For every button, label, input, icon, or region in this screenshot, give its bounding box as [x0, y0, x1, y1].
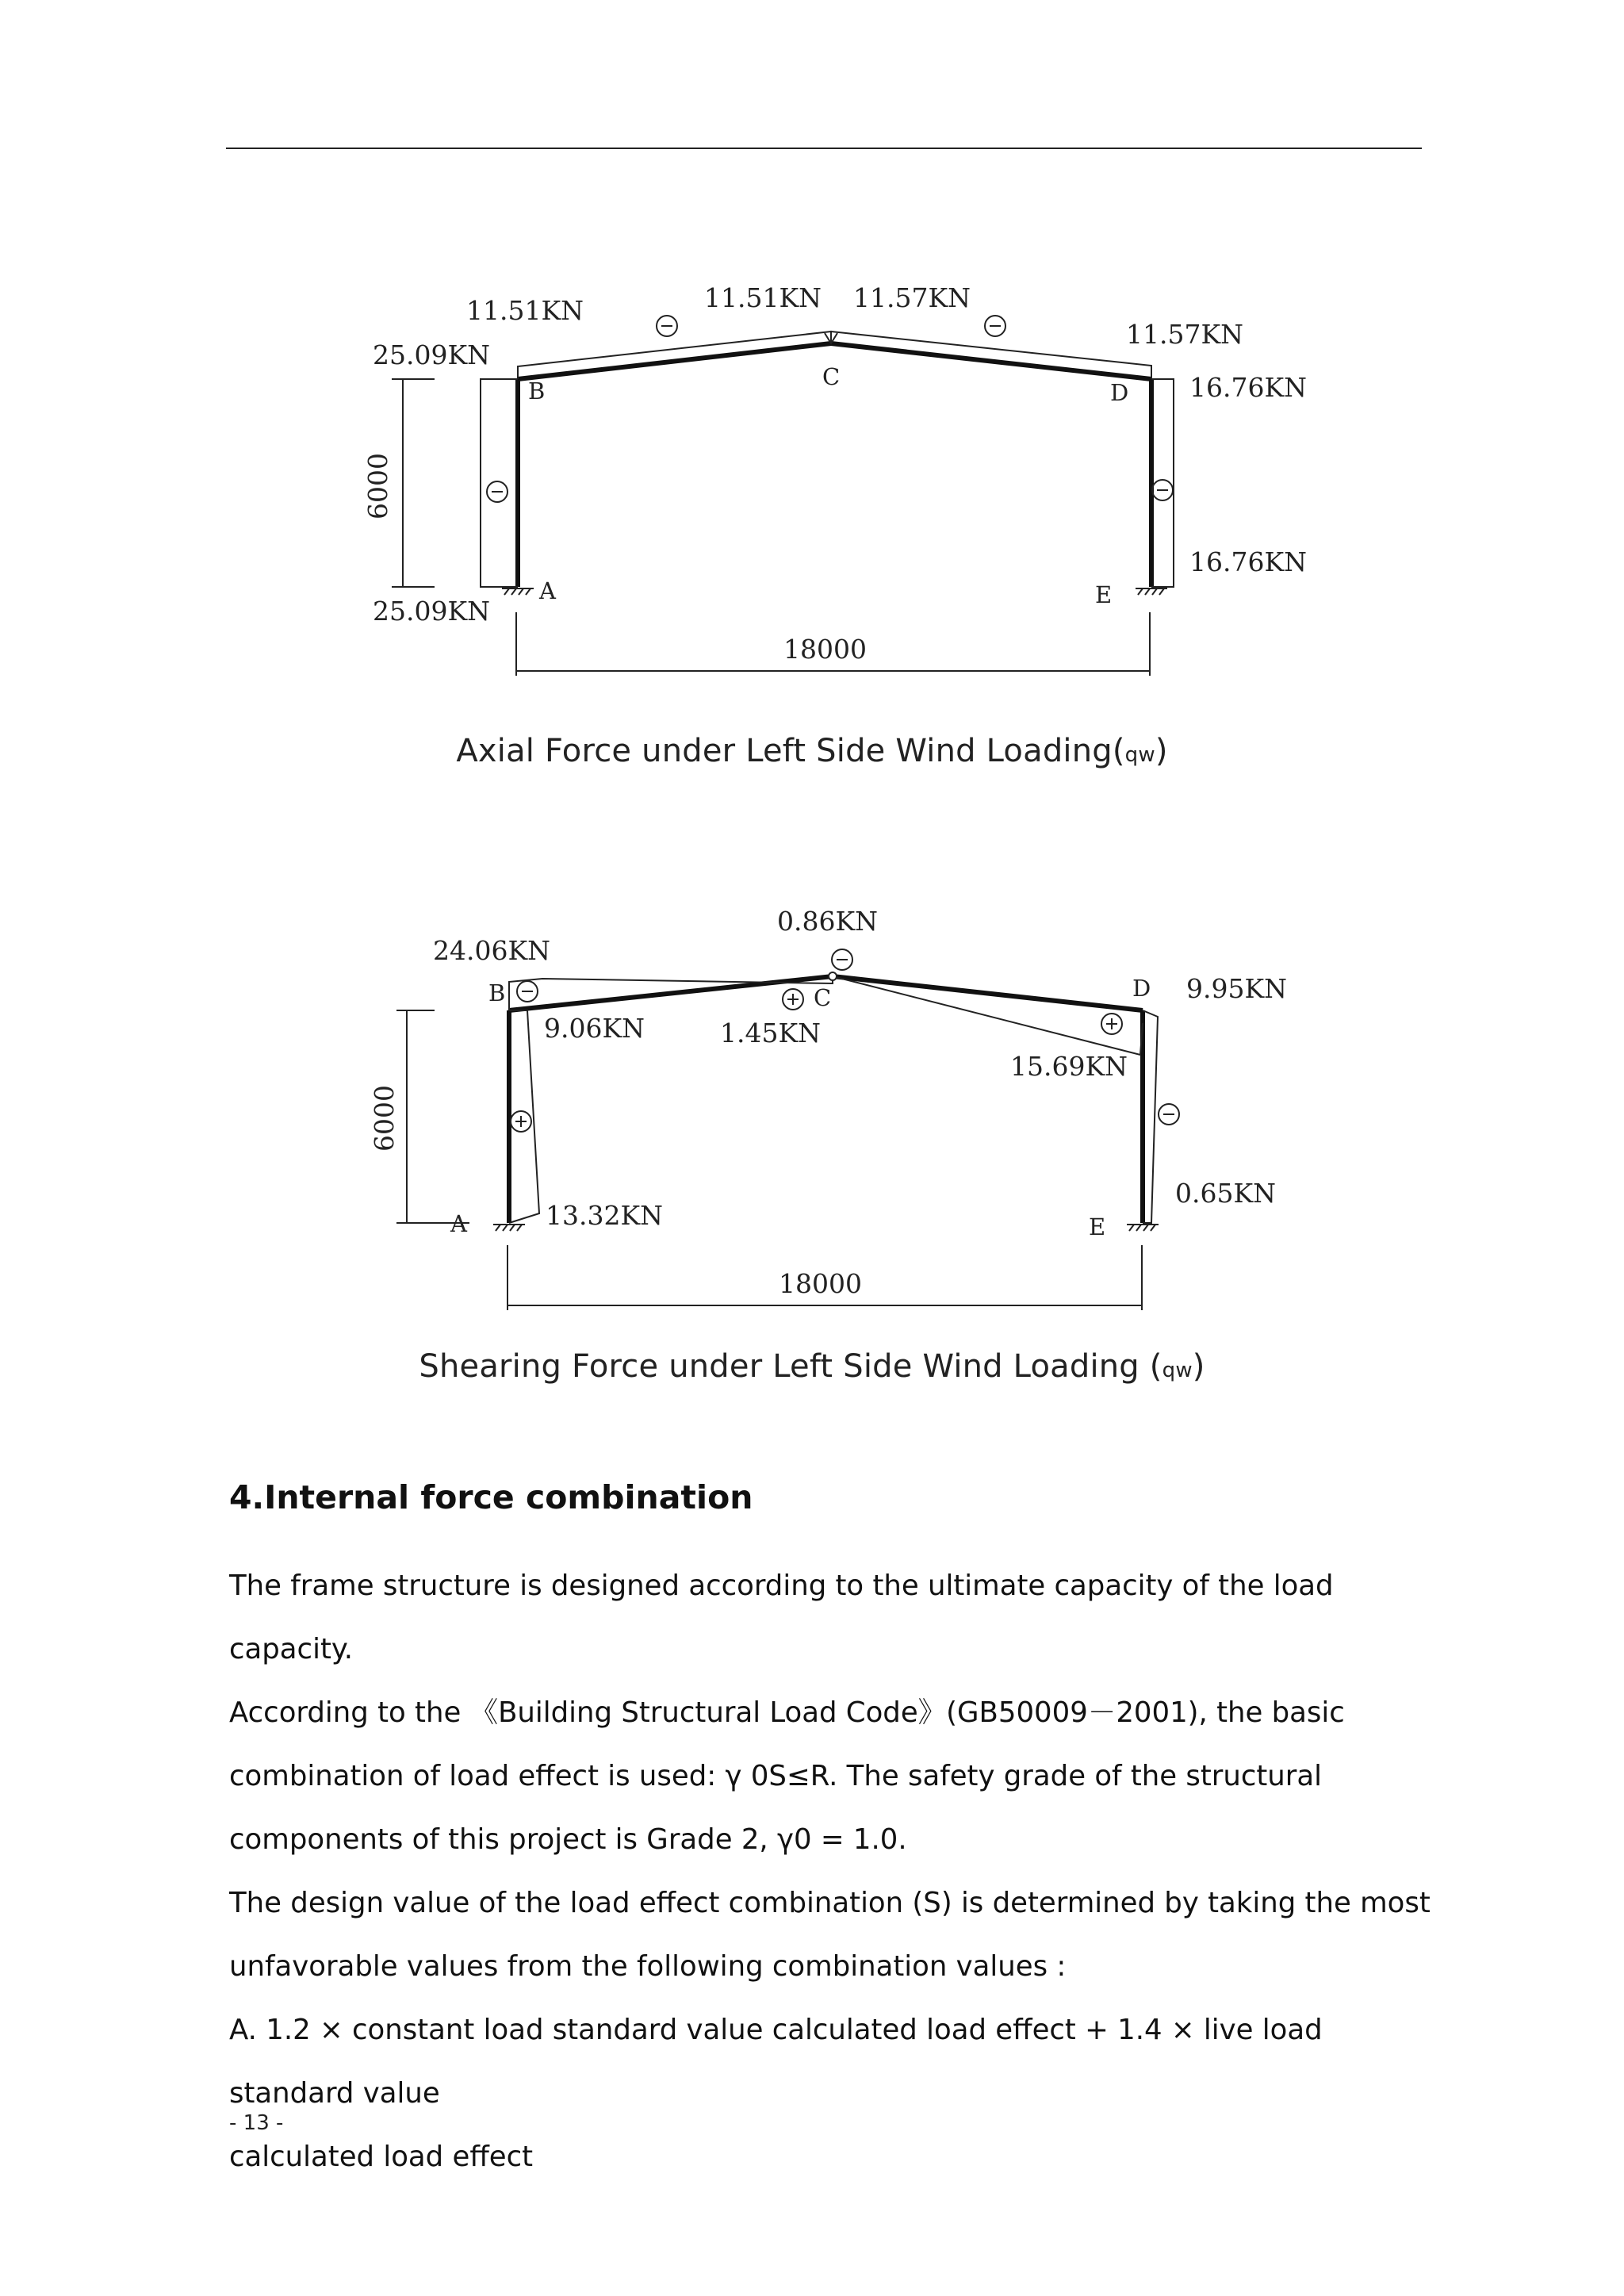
label-e-base: 0.65KN — [1175, 1178, 1277, 1209]
label-span: 18000 — [783, 634, 867, 665]
paragraph-line: components of this project is Grade 2, γ0 = 1.0. — [229, 1823, 907, 1856]
support-e — [1136, 588, 1167, 595]
label-a-base: 13.32KN — [546, 1200, 664, 1231]
node-a: A — [539, 577, 556, 604]
label-bc-left: 11.51KN — [466, 295, 584, 326]
header-rule — [226, 148, 1422, 149]
support-a — [493, 1225, 525, 1231]
label-height: 6000 — [362, 453, 393, 519]
label-b-bottom: 9.06KN — [544, 1013, 645, 1044]
support-a — [502, 588, 534, 595]
label-ab-top: 25.09KN — [373, 339, 491, 370]
label-b-top: 24.06KN — [433, 935, 551, 966]
page-number: - 13 - — [229, 2111, 284, 2135]
node-d: D — [1110, 379, 1129, 406]
label-cd-left: 11.57KN — [853, 282, 971, 313]
node-a: A — [450, 1210, 467, 1237]
paragraph-line: The frame structure is designed according to the ultimate capacity of the load capacity. — [229, 1570, 1334, 1665]
label-c-bottom: 1.45KN — [720, 1018, 822, 1048]
label-ab-bottom: 25.09KN — [373, 596, 491, 627]
paragraph-line: unfavorable values from the following combination values : — [229, 1950, 1067, 1983]
label-d-top: 9.95KN — [1186, 973, 1288, 1004]
label-d-bottom: 15.69KN — [1010, 1051, 1128, 1082]
shear-figure-caption: Shearing Force under Left Side Wind Loading (qw) — [419, 1348, 1205, 1385]
label-height: 6000 — [369, 1085, 400, 1152]
node-d: D — [1132, 975, 1151, 1002]
axial-figure-caption: Axial Force under Left Side Wind Loading(qw) — [456, 733, 1168, 769]
paragraph-line: The design value of the load effect combination (S) is determined by taking the most — [229, 1887, 1431, 1919]
node-b: B — [488, 979, 506, 1006]
section-heading: 4.Internal force combination — [229, 1478, 753, 1516]
node-c: C — [822, 363, 841, 390]
node-e: E — [1095, 581, 1113, 608]
node-b: B — [528, 378, 546, 404]
label-de-top: 16.76KN — [1189, 372, 1308, 403]
node-e: E — [1089, 1213, 1106, 1240]
dimension-height — [396, 1010, 469, 1223]
paragraph-line: calculated load effect — [229, 2141, 534, 2173]
dimension-height — [392, 379, 435, 587]
shear-force-diagram — [0, 888, 1624, 1332]
support-e — [1127, 1225, 1159, 1231]
label-de-bottom: 16.76KN — [1189, 546, 1308, 577]
node-c: C — [814, 984, 832, 1011]
label-bc-right: 11.51KN — [704, 282, 822, 313]
label-span: 18000 — [779, 1268, 862, 1299]
paragraph-line: combination of load effect is used: γ 0S≤R. The safety grade of the structural — [229, 1760, 1323, 1792]
section-body — [229, 1554, 1434, 2189]
paragraph-line: According to the 《Building Structural Load Code》(GB50009－2001), the basic — [229, 1696, 1345, 1729]
label-c-top: 0.86KN — [777, 906, 879, 937]
label-cd-right: 11.57KN — [1126, 319, 1244, 350]
rafter-cd — [833, 976, 1143, 1010]
paragraph-line: A. 1.2 × constant load standard value calculated load effect + 1.4 × live load standard value — [229, 2014, 1323, 2110]
axial-force-diagram — [0, 262, 1624, 706]
